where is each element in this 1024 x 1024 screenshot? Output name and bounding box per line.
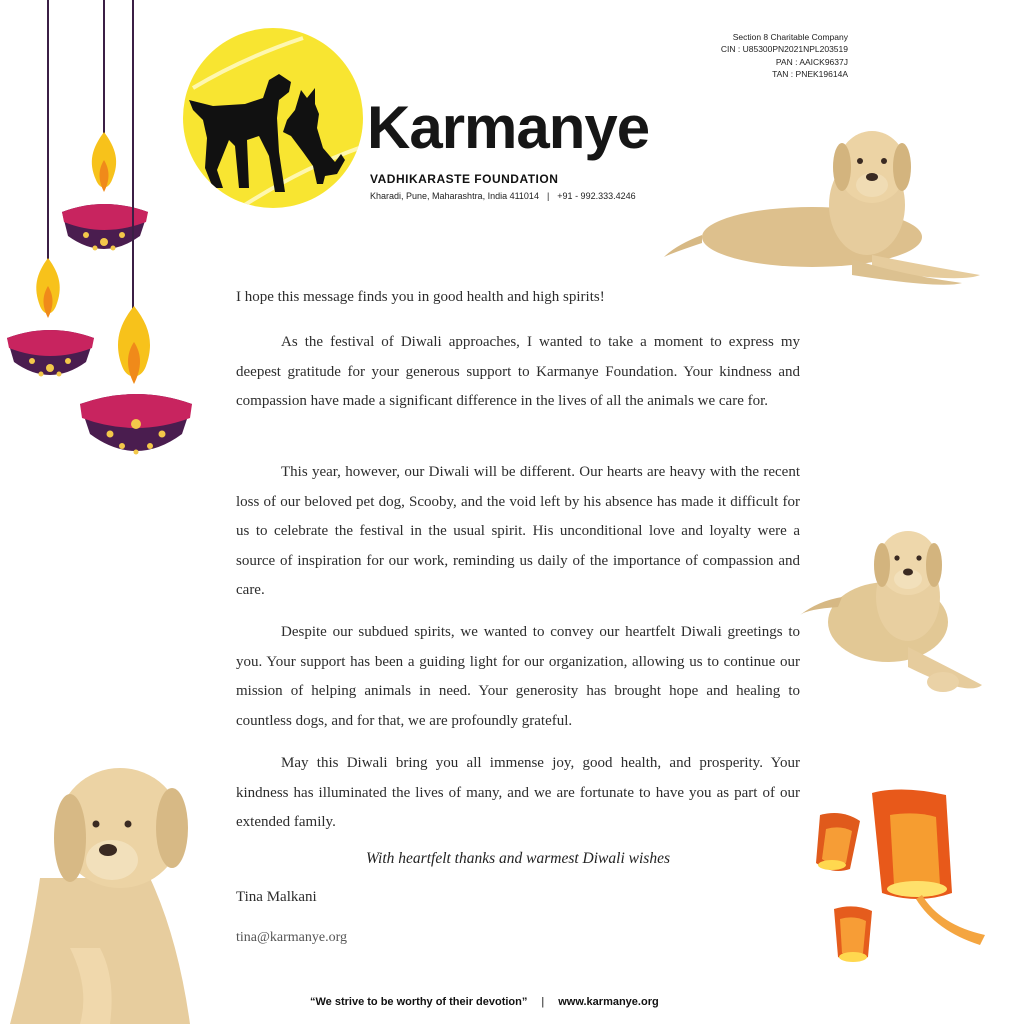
hanging-diya-icon	[7, 0, 94, 377]
signatory-name: Tina Malkani	[236, 889, 317, 905]
footer	[310, 996, 659, 1008]
paragraph-text: Despite our subdued spirits, we wanted to convey our heartfelt Diwali greetings to you. Your support has been a guiding light for our organization, allowing us to continue our mission of helping animals in need. Your generosity has brought hope and healing to countless dogs, and for that, we are profoundly grateful.	[236, 624, 800, 729]
paragraph-text: May this Diwali bring you all immense joy, good health, and prosperity. Your kindness has illuminated the lives of many, and we are fortunate to have you as part of our extended family.	[236, 755, 800, 830]
labrador-dog-photo	[798, 527, 984, 699]
tan-number: TAN : PNEK19614A	[772, 68, 848, 79]
cin-number: CIN : U85300PN2021NPL203519	[720, 44, 848, 55]
phone-number: +91 - 992.333.4246	[557, 191, 636, 201]
address-separator: |	[546, 191, 550, 201]
sky-lantern-icon	[872, 789, 985, 945]
letter-greeting: I hope this message finds you in good health and high spirits!	[236, 289, 605, 305]
labrador-dog-photo	[662, 125, 984, 290]
hanging-diya-icon	[62, 0, 148, 251]
footer-website[interactable]: www.karmanye.org	[558, 996, 659, 1008]
address-text: Kharadi, Pune, Maharashtra, India 411014	[370, 191, 539, 201]
labrador-dog-photo	[0, 768, 196, 1024]
sky-lantern-icon	[834, 906, 872, 962]
letter-closing: With heartfelt thanks and warmest Diwali wishes	[366, 850, 670, 867]
address-line	[370, 191, 636, 201]
hanging-diyas-decoration	[0, 0, 200, 470]
footer-separator: |	[541, 996, 545, 1008]
company-registration-block	[721, 31, 848, 80]
letter-paragraph-3	[236, 618, 800, 736]
letter-paragraph-2	[236, 458, 800, 606]
letter-paragraph-1	[236, 328, 800, 417]
logo-circle	[183, 28, 363, 208]
foundation-name: VADHIKARASTE FOUNDATION	[370, 172, 559, 186]
dog-silhouette-logo-icon	[183, 28, 363, 208]
sky-lanterns-decoration	[810, 785, 1000, 985]
brand-name: Karmanye	[367, 94, 650, 161]
letter-paragraph-4	[236, 749, 800, 838]
company-type: Section 8 Charitable Company	[732, 32, 848, 42]
signatory-email[interactable]: tina@karmanye.org	[236, 930, 347, 945]
paragraph-text: This year, however, our Diwali will be different. Our hearts are heavy with the recent loss of our beloved pet dog, Scooby, and the void left by his absence has made it difficult for us to celebrate the festival in the usual spirit. His unconditional love and loyalty were a source of inspiration for our work, reminding us daily of the importance of compassion and care.	[236, 464, 800, 598]
sky-lantern-icon	[816, 813, 860, 871]
paragraph-text: As the festival of Diwali approaches, I wanted to take a moment to express my deepest gratitude for your generous support to Karmanye Foundation. Your kindness and compassion have made a significant difference in the lives of all the animals we care for.	[236, 334, 800, 409]
pan-number: PAN : AAICK9637J	[775, 56, 848, 67]
footer-motto: “We strive to be worthy of their devotion”	[310, 996, 528, 1008]
